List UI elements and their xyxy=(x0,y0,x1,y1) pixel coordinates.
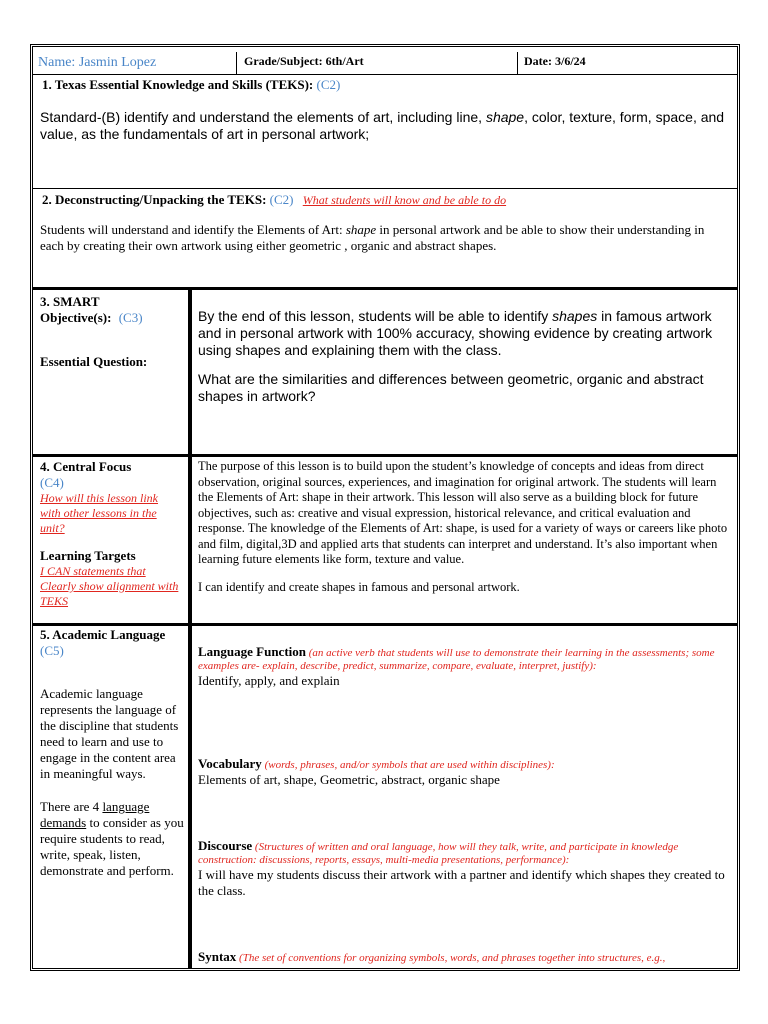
section3-heading: 3. SMART xyxy=(40,294,100,309)
section3-objectives-label: Objective(s): xyxy=(40,310,112,325)
section2-heading-row xyxy=(42,192,506,208)
language-function-block xyxy=(198,645,733,689)
section4-content-cell xyxy=(198,459,733,595)
section2-code: (C2) xyxy=(269,192,294,207)
section1-heading: 1. Texas Essential Knowledge and Skills (TEKS): xyxy=(42,77,314,92)
divider xyxy=(33,287,737,290)
learning-target-statement: I can identify and create shapes in famous and personal artwork. xyxy=(198,579,520,594)
section2-hint: What students will know and be able to do xyxy=(302,193,507,207)
objective-text-end: in famous artwork and in personal artwork with 100% accuracy, showing evidence by creating artwork using shapes and explaining them with the class. xyxy=(198,308,713,358)
divider xyxy=(517,52,518,74)
section1-body xyxy=(40,109,730,143)
section3-code: (C3) xyxy=(118,310,143,325)
syntax-block xyxy=(198,950,733,965)
section3-content-cell xyxy=(198,308,733,405)
column-divider xyxy=(188,289,192,968)
objective-emphasis: shapes xyxy=(552,308,598,324)
grade-subject: Grade/Subject: 6th/Art xyxy=(244,54,364,68)
header-name-cell xyxy=(38,53,234,71)
section5-code: (C5) xyxy=(40,643,64,658)
academic-language-description: Academic language represents the language of the discipline that students need to learn and use to engage in the content area in meaningful ways. xyxy=(40,686,179,781)
section5-heading: 5. Academic Language xyxy=(40,627,166,642)
vocabulary-block xyxy=(198,757,733,788)
lesson-plan-table xyxy=(30,44,740,971)
learning-targets-label: Learning Targets xyxy=(40,548,136,563)
section4-label-cell xyxy=(40,459,180,609)
section1-code: (C2) xyxy=(316,77,341,92)
section2-body-emphasis: shape xyxy=(345,222,377,237)
learning-targets-hint: I CAN statements that Clearly show alignment with TEKS xyxy=(40,564,179,608)
smart-objective xyxy=(198,308,733,359)
section5-label-cell xyxy=(40,627,186,879)
section4-code: (C4) xyxy=(40,475,64,490)
vocabulary-text: Elements of art, shape, Geometric, abstract, organic shape xyxy=(198,772,500,787)
divider xyxy=(236,52,237,74)
language-demands-text xyxy=(40,799,186,879)
section4-heading: 4. Central Focus xyxy=(40,459,132,474)
discourse-block xyxy=(198,839,733,899)
discourse-hint: (Structures of written and oral language, how will they talk, write, and participate in knowledge construction: discussions, reports, essays, multi-media presentations, performance): xyxy=(198,841,679,866)
language-function-label: Language Function xyxy=(198,644,306,659)
section1-body-text: Standard-(B) identify and understand the elements of art, including line, xyxy=(40,109,486,125)
student-name: Name: Jasmin Lopez xyxy=(38,55,157,70)
section2-heading: 2. Deconstructing/Unpacking the TEKS: xyxy=(42,192,267,207)
section4-hint-link: How will this lesson link with other lessons in the unit? xyxy=(40,491,159,535)
section2-body-text-end: in personal artwork and be able to show their understanding in each by creating their own artwork using either geometric , organic and abstract shapes. xyxy=(40,222,705,253)
section1-body-text-end: , color, texture, form, space, and value, as the fundamentals of art in personal artwork; xyxy=(40,109,725,142)
section1-body-emphasis: shape xyxy=(485,109,525,125)
date: Date: 3/6/24 xyxy=(524,54,586,68)
syntax-hint: (The set of conventions for organizing symbols, words, and phrases together into structures, e.g., xyxy=(239,952,666,964)
central-focus-text: The purpose of this lesson is to build upon the student’s knowledge of concepts and ideas from direct observation, original sources, experiences, and imagination for original artwork. The students will learn the Elements of Art: shape in their artwork. This lesson will also serve as a building block for future objectives, such as: creative and visual expression, historical relevance, and critical evaluation and response. The knowledge of the Elements of Art: shape, is used for a variety of ways or careers like photo and film, digital,3D and applied arts that students can interpret and understand. It’s also important when learning future elements like form, texture and value. xyxy=(198,459,728,566)
syntax-label: Syntax xyxy=(198,950,237,964)
essential-question: What are the similarities and differences between geometric, organic and abstract shapes in artwork? xyxy=(198,371,704,404)
vocabulary-hint: (words, phrases, and/or symbols that are used within disciplines): xyxy=(264,759,555,771)
section2-body xyxy=(40,222,730,254)
section3-heading-line2 xyxy=(40,310,185,326)
language-function-hint: (an active verb that students will use to demonstrate their learning in the assessments; some examples are- explain, describe, predict, summarize, compare, evaluate, interpret, justify): xyxy=(198,647,715,672)
divider xyxy=(33,623,737,626)
divider xyxy=(33,188,737,189)
section2-body-text: Students will understand and identify the Elements of Art: xyxy=(40,222,346,237)
demands-text-end: to consider as you require students to read, write, speak, listen, demonstrate and perform. xyxy=(40,815,184,878)
objective-text: By the end of this lesson, students will be able to identify xyxy=(198,308,553,324)
divider xyxy=(33,454,737,457)
section1-heading-row xyxy=(42,77,340,93)
vocabulary-label: Vocabulary xyxy=(198,756,262,771)
demands-underlined: language demands xyxy=(40,799,150,830)
section3-label-cell xyxy=(40,294,185,370)
divider xyxy=(33,74,737,75)
discourse-text: I will have my students discuss their artwork with a partner and identify which shapes they created to the class. xyxy=(198,867,725,898)
essential-question-label: Essential Question: xyxy=(40,354,148,369)
discourse-label: Discourse xyxy=(198,838,253,853)
language-function-text: Identify, apply, and explain xyxy=(198,673,340,688)
demands-text: There are 4 xyxy=(40,799,103,814)
